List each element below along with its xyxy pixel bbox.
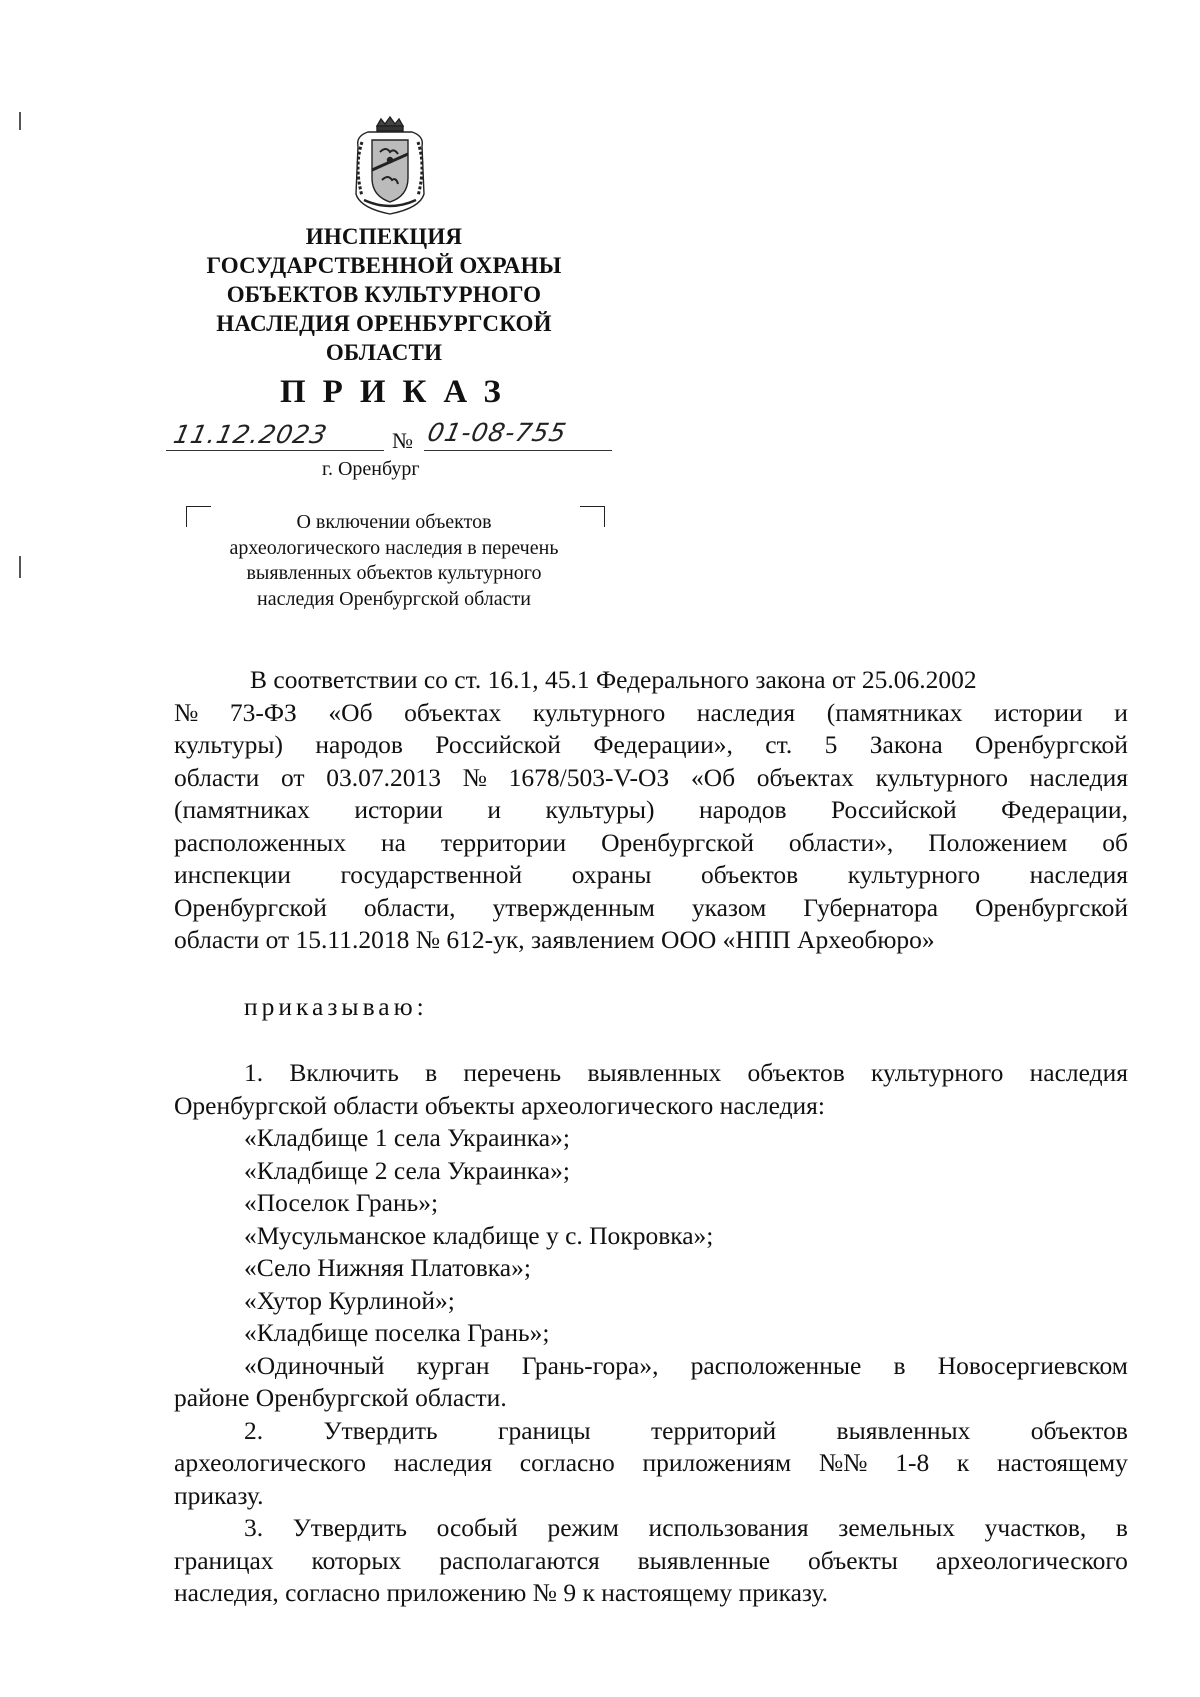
word: культуры) [545, 795, 655, 824]
order-item-3 [174, 1512, 1128, 1610]
preamble-line [174, 697, 1128, 730]
word: расположенных [174, 827, 347, 857]
word: 03.07.2013 [326, 762, 441, 792]
word: 2. [244, 1415, 264, 1445]
word: №№ [818, 1448, 868, 1477]
item-line [174, 1415, 1128, 1448]
word: в [1115, 1513, 1128, 1542]
scan-mark [19, 556, 21, 578]
word: территории [440, 827, 567, 857]
preamble-line [174, 827, 1128, 860]
word: Утвердить [323, 1415, 438, 1445]
word: «Об [690, 762, 736, 792]
number-label: № [392, 428, 413, 453]
word: использования [648, 1513, 809, 1542]
word: располагаются [439, 1545, 600, 1575]
word: 5 [824, 730, 838, 759]
word: утвержденным [492, 892, 655, 922]
date-underline [166, 450, 384, 451]
org-line: ИНСПЕКЦИЯ [305, 224, 463, 249]
word: истории [354, 795, 443, 824]
word: культурного [871, 1058, 1004, 1087]
city-label: г. Оренбург [322, 458, 420, 480]
document-type-title: ПРИКАЗ [280, 374, 518, 410]
heritage-object [174, 1350, 1128, 1383]
item-line: наследия, согласно приложению № 9 к настоящему приказу. [174, 1578, 829, 1607]
subject-line: археологического наследия в перечень [229, 536, 559, 559]
item-line: приказу. [174, 1480, 264, 1510]
heritage-object: «Кладбище поселка Грань»; [244, 1318, 550, 1347]
item-line [174, 1447, 1128, 1480]
preamble-line [174, 859, 1128, 892]
word: объектах [756, 762, 854, 792]
word: наследия [1029, 762, 1128, 792]
word: ст. [765, 730, 793, 759]
item-line [174, 1057, 1128, 1090]
word: инспекции [174, 860, 291, 889]
word: 1678/503-V-ОЗ [508, 762, 670, 792]
word: особый [436, 1513, 518, 1542]
preamble-line: области от 15.11.2018 № 612-ук, заявлением ООО «НПП Археобюро» [174, 925, 935, 954]
word: выявленные [637, 1545, 771, 1575]
date-number-line [166, 418, 636, 458]
word: и [487, 795, 502, 824]
word: объектов [700, 860, 799, 889]
org-line: ОБЛАСТИ [325, 340, 443, 365]
item-line [174, 1512, 1128, 1545]
word: наследия [696, 697, 796, 727]
preamble-line [174, 794, 1128, 827]
preamble-paragraph [174, 664, 1128, 957]
item-line [174, 1545, 1128, 1578]
order-item-2 [174, 1415, 1128, 1513]
heritage-object: «Мусульманское кладбище у с. Покровка»; [244, 1220, 714, 1250]
word: культурного [532, 697, 666, 727]
word: Губернатора [803, 892, 939, 922]
word: 73-ФЗ [229, 697, 297, 727]
order-number: 01-08-755 [424, 418, 570, 447]
order-word: приказываю: [244, 991, 428, 1021]
word: границы [498, 1415, 591, 1445]
word: согласно [519, 1448, 615, 1477]
preamble-line [174, 762, 1128, 795]
heritage-object: «Село Нижняя Платовка»; [244, 1253, 531, 1282]
word: народов [315, 730, 403, 759]
word: народов [699, 795, 787, 824]
preamble-line: В соответствии со ст. 16.1, 45.1 Федерального закона от 25.06.2002 [250, 665, 977, 694]
order-item-1 [174, 1057, 1128, 1415]
word: Утвердить [292, 1513, 407, 1542]
word: настоящему [997, 1448, 1128, 1477]
word: Федерации, [1001, 795, 1128, 824]
word: перечень [463, 1058, 562, 1087]
heritage-object: «Поселок Грань»; [244, 1188, 439, 1217]
org-line: НАСЛЕДИЯ ОРЕНБУРГСКОЙ [216, 311, 552, 336]
order-body [174, 664, 1128, 1610]
heritage-object: «Кладбище 2 села Украинка»; [244, 1155, 570, 1185]
word: земельных [838, 1513, 956, 1542]
word: (памятниках [174, 795, 310, 824]
word: культуры) [174, 730, 283, 759]
word: (памятниках [826, 697, 963, 727]
word: в [893, 1350, 906, 1380]
word: Оренбургской [601, 827, 754, 857]
word: охраны [571, 860, 652, 889]
word: на [381, 827, 406, 857]
subject-line: О включении объектов [296, 511, 492, 533]
word: истории [994, 697, 1083, 727]
oblast-coat-of-arms-icon [350, 116, 430, 216]
subject-line: наследия Оренбургской области [257, 587, 531, 610]
word: расположенные [690, 1350, 862, 1380]
word: области», [788, 827, 894, 857]
word: области, [363, 892, 456, 922]
word: участков, [984, 1513, 1087, 1542]
word: объектах [404, 697, 502, 727]
word: археологического [935, 1545, 1128, 1575]
subject-line: выявленных объектов культурного [246, 562, 542, 584]
word: государственной [340, 860, 523, 889]
word: Федерации», [593, 730, 733, 759]
word: № [462, 762, 487, 792]
word: № [174, 697, 199, 727]
item-line: районе Оренбургской области. [174, 1383, 507, 1412]
word: Грань-гора», [521, 1350, 659, 1380]
word: наследия [393, 1448, 493, 1477]
word: территорий [650, 1415, 777, 1445]
org-line: ОБЪЕКТОВ КУЛЬТУРНОГО [226, 282, 542, 307]
word: археологического [174, 1448, 367, 1477]
number-underline [424, 450, 612, 451]
word: режим [547, 1513, 619, 1542]
word: в [425, 1058, 438, 1087]
word: культурного [847, 860, 981, 889]
preamble-line [174, 892, 1128, 925]
word: Закона [869, 730, 943, 759]
item-line: Оренбургской области объекты археологического наследия: [174, 1090, 825, 1120]
word: «Об [328, 697, 373, 727]
word: 3. [244, 1513, 264, 1542]
organization-name [170, 222, 598, 367]
word: указом [691, 892, 767, 922]
word: Положением [928, 827, 1068, 857]
order-subject [180, 510, 608, 612]
word: к [956, 1448, 970, 1477]
word: Российской [435, 730, 561, 759]
scan-mark [19, 112, 21, 130]
word: и [1114, 697, 1128, 727]
word: области [174, 762, 260, 792]
word: которых [311, 1545, 402, 1575]
org-line: ГОСУДАРСТВЕННОЙ ОХРАНЫ [206, 253, 562, 278]
word: выявленных [836, 1415, 971, 1445]
word: объектов [747, 1058, 845, 1087]
heritage-object: «Хутор Курлиной»; [244, 1285, 455, 1315]
word: Оренбургской [975, 730, 1128, 759]
word: приложениям [642, 1448, 792, 1477]
word: 1. [244, 1058, 264, 1087]
word: объекты [808, 1545, 898, 1575]
order-date: 11.12.2023 [170, 420, 331, 449]
word: границах [174, 1545, 274, 1575]
word: об [1102, 827, 1128, 857]
word: 1-8 [895, 1448, 930, 1477]
word: курган [416, 1350, 490, 1380]
word: «Одиночный [244, 1350, 385, 1380]
word: культурного [875, 762, 1008, 792]
word: Новосергиевском [937, 1350, 1128, 1380]
word: наследия [1029, 1058, 1128, 1087]
word: Оренбургской [174, 892, 327, 922]
word: Включить [289, 1058, 399, 1087]
word: от [280, 762, 305, 792]
word: объектов [1030, 1415, 1128, 1445]
word: Российской [830, 795, 957, 824]
preamble-line [174, 729, 1128, 762]
word: выявленных [587, 1058, 722, 1087]
word: наследия [1029, 860, 1128, 889]
word: Оренбургской [975, 892, 1128, 922]
heritage-object: «Кладбище 1 села Украинка»; [244, 1123, 570, 1152]
